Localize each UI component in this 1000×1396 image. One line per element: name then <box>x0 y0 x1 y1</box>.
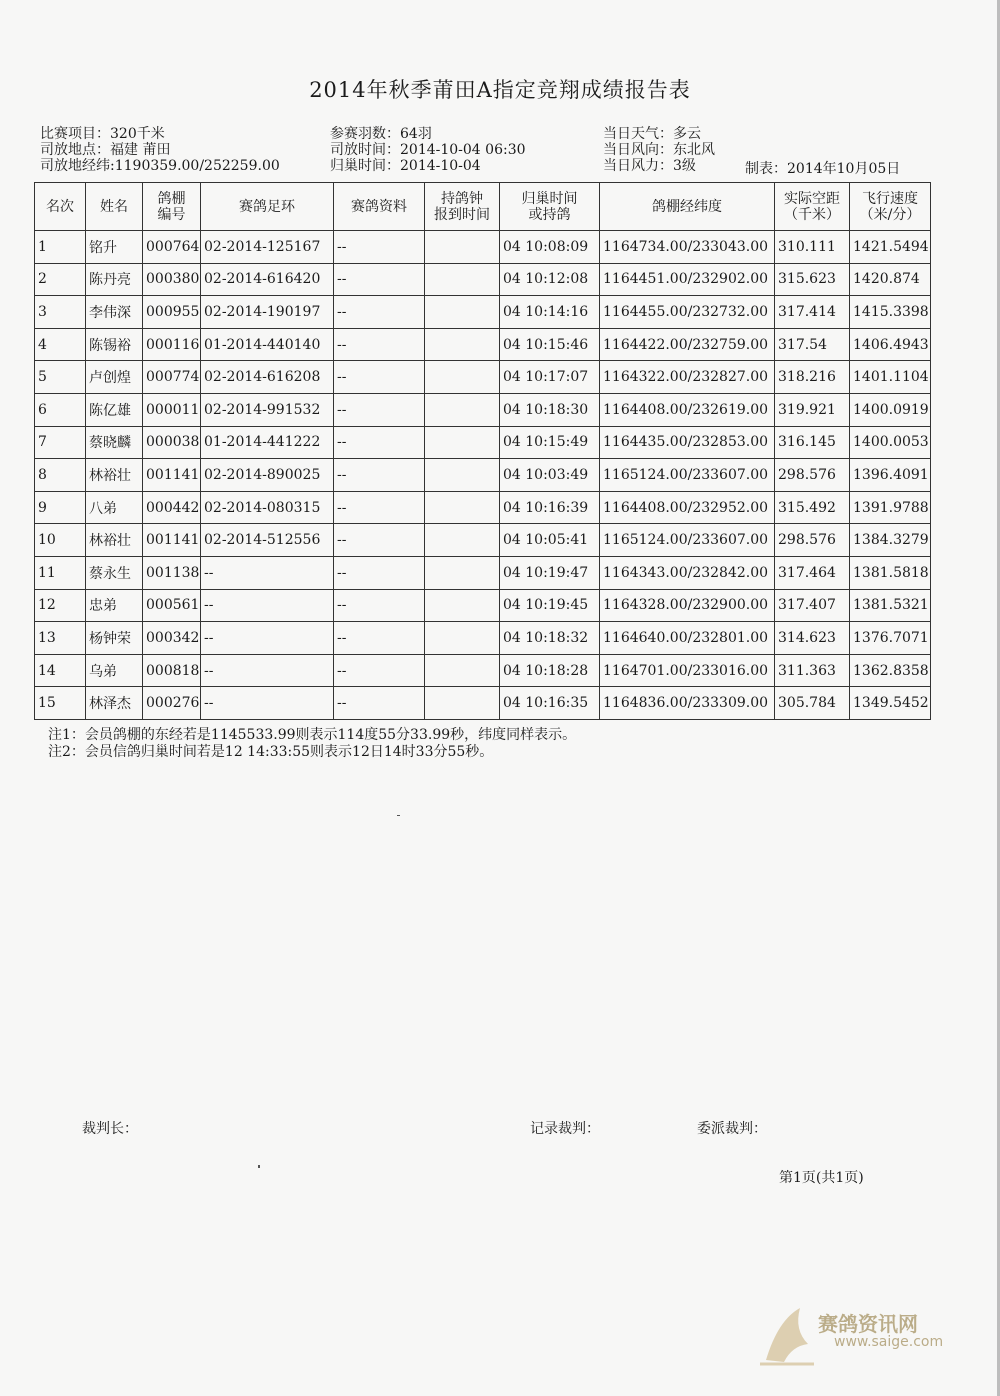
cell-name: 乌弟 <box>86 654 143 687</box>
meta-column-times <box>330 126 526 174</box>
cell-dist: 305.784 <box>775 687 850 720</box>
cell-arrive: 04 10:18:32 <box>500 622 600 655</box>
cell-ring: 02-2014-125167 <box>201 231 334 264</box>
header-ring-line: 赛鸽足环 <box>239 198 295 215</box>
meta-column-weather <box>603 126 715 174</box>
cell-loft: 000561 <box>143 589 201 622</box>
cell-ring: 01-2014-440140 <box>201 328 334 361</box>
entry-count: 参赛羽数：64羽 <box>330 126 432 142</box>
cell-dist: 318.216 <box>775 361 850 394</box>
cell-dist: 317.464 <box>775 556 850 589</box>
recording-referee-label: 记录裁判： <box>530 1121 600 1137</box>
cell-dist: 319.921 <box>775 393 850 426</box>
cell-name: 林泽杰 <box>86 687 143 720</box>
cell-name: 八弟 <box>86 491 143 524</box>
cell-ring: -- <box>201 622 334 655</box>
wind-direction: 当日风向：东北风 <box>603 142 715 158</box>
cell-loft: 001141 <box>143 459 201 492</box>
cell-loft: 000380 <box>143 263 201 296</box>
cell-ring: 02-2014-991532 <box>201 393 334 426</box>
cell-name: 蔡永生 <box>86 556 143 589</box>
cell-speed: 1406.4943 <box>850 328 931 361</box>
cell-arrive: 04 10:18:28 <box>500 654 600 687</box>
cell-arrive: 04 10:16:35 <box>500 687 600 720</box>
cell-clock <box>425 426 500 459</box>
return-date: 归巢时间：2014-10-04 <box>330 158 481 174</box>
header-clock-line: 持鸽钟 <box>441 190 483 207</box>
watermark-name: 赛鸽资讯网 <box>818 1312 918 1336</box>
cell-coord: 1164701.00/233016.00 <box>600 654 775 687</box>
release-coordinates: 司放地经纬:1190359.00/252259.00 <box>40 158 280 174</box>
cell-arrive: 04 10:08:09 <box>500 231 600 264</box>
cell-arrive: 04 10:14:16 <box>500 296 600 329</box>
cell-clock <box>425 328 500 361</box>
scan-speck <box>397 815 400 816</box>
cell-coord: 1165124.00/233607.00 <box>600 459 775 492</box>
table-header-row <box>35 183 931 231</box>
table-row <box>35 426 931 459</box>
table-body <box>35 231 931 720</box>
cell-ring: 02-2014-512556 <box>201 524 334 557</box>
table-row <box>35 589 931 622</box>
cell-name: 陈丹亮 <box>86 263 143 296</box>
cell-clock <box>425 622 500 655</box>
cell-coord: 1165124.00/233607.00 <box>600 524 775 557</box>
chief-referee-label: 裁判长： <box>82 1121 138 1137</box>
cell-name: 陈亿雄 <box>86 393 143 426</box>
wind-force: 当日风力：3级 <box>603 158 696 174</box>
cell-info: -- <box>334 426 425 459</box>
cell-rank: 13 <box>35 622 86 655</box>
cell-loft: 000955 <box>143 296 201 329</box>
cell-arrive: 04 10:15:49 <box>500 426 600 459</box>
cell-coord: 1164836.00/233309.00 <box>600 687 775 720</box>
cell-info: -- <box>334 556 425 589</box>
cell-arrive: 04 10:15:46 <box>500 328 600 361</box>
cell-arrive: 04 10:12:08 <box>500 263 600 296</box>
cell-dist: 315.623 <box>775 263 850 296</box>
table-row <box>35 231 931 264</box>
cell-coord: 1164328.00/232900.00 <box>600 589 775 622</box>
cell-clock <box>425 361 500 394</box>
cell-info: -- <box>334 231 425 264</box>
cell-rank: 14 <box>35 654 86 687</box>
cell-loft: 000764 <box>143 231 201 264</box>
cell-ring: -- <box>201 556 334 589</box>
cell-speed: 1381.5818 <box>850 556 931 589</box>
cell-info: -- <box>334 622 425 655</box>
cell-clock <box>425 459 500 492</box>
cell-ring: -- <box>201 589 334 622</box>
header-dist-line: 实际空距 <box>784 190 840 207</box>
cell-clock <box>425 296 500 329</box>
cell-speed: 1391.9788 <box>850 491 931 524</box>
cell-name: 卢创煌 <box>86 361 143 394</box>
cell-info: -- <box>334 589 425 622</box>
cell-coord: 1164451.00/232902.00 <box>600 263 775 296</box>
cell-speed: 1349.5452 <box>850 687 931 720</box>
header-ring <box>201 183 334 231</box>
cell-speed: 1381.5321 <box>850 589 931 622</box>
cell-speed: 1396.4091 <box>850 459 931 492</box>
cell-coord: 1164640.00/232801.00 <box>600 622 775 655</box>
cell-arrive: 04 10:17:07 <box>500 361 600 394</box>
page-number: 第1页(共1页) <box>779 1170 864 1186</box>
release-location: 司放地点：福建 莆田 <box>40 142 171 158</box>
cell-name: 忠弟 <box>86 589 143 622</box>
cell-rank: 3 <box>35 296 86 329</box>
pigeon-logo-icon <box>758 1300 818 1370</box>
header-loft-line: 鸽棚 <box>157 190 186 207</box>
header-info-line: 赛鸽资料 <box>351 198 407 215</box>
cell-clock <box>425 491 500 524</box>
header-dist <box>775 183 850 231</box>
watermark <box>758 1300 968 1380</box>
cell-dist: 298.576 <box>775 524 850 557</box>
cell-coord: 1164343.00/232842.00 <box>600 556 775 589</box>
cell-loft: 000818 <box>143 654 201 687</box>
report-date: 制表：2014年10月05日 <box>745 161 901 177</box>
cell-arrive: 04 10:05:41 <box>500 524 600 557</box>
cell-name: 杨钟荣 <box>86 622 143 655</box>
cell-name: 铭升 <box>86 231 143 264</box>
cell-info: -- <box>334 393 425 426</box>
cell-rank: 11 <box>35 556 86 589</box>
cell-speed: 1384.3279 <box>850 524 931 557</box>
cell-speed: 1401.1104 <box>850 361 931 394</box>
header-loft-line: 编号 <box>157 206 186 223</box>
table-row <box>35 524 931 557</box>
cell-loft: 000442 <box>143 491 201 524</box>
cell-clock <box>425 687 500 720</box>
cell-clock <box>425 393 500 426</box>
cell-loft: 001141 <box>143 524 201 557</box>
cell-rank: 15 <box>35 687 86 720</box>
cell-name: 林裕壮 <box>86 524 143 557</box>
table-row <box>35 328 931 361</box>
header-clock <box>425 183 500 231</box>
cell-loft: 000011 <box>143 393 201 426</box>
table-row <box>35 491 931 524</box>
cell-ring: 02-2014-616208 <box>201 361 334 394</box>
cell-info: -- <box>334 654 425 687</box>
table-row <box>35 654 931 687</box>
cell-name: 陈锡裕 <box>86 328 143 361</box>
cell-speed: 1420.874 <box>850 263 931 296</box>
cell-rank: 12 <box>35 589 86 622</box>
cell-loft: 000276 <box>143 687 201 720</box>
table-row <box>35 556 931 589</box>
header-coord-line: 鸽棚经纬度 <box>652 198 722 215</box>
cell-clock <box>425 556 500 589</box>
cell-loft: 000774 <box>143 361 201 394</box>
cell-coord: 1164734.00/233043.00 <box>600 231 775 264</box>
header-arrive <box>500 183 600 231</box>
header-info <box>334 183 425 231</box>
cell-ring: 02-2014-080315 <box>201 491 334 524</box>
cell-clock <box>425 589 500 622</box>
cell-info: -- <box>334 296 425 329</box>
cell-speed: 1400.0053 <box>850 426 931 459</box>
header-dist-line: （千米） <box>784 206 840 223</box>
watermark-url: www.saige.com <box>834 1334 944 1350</box>
cell-dist: 317.54 <box>775 328 850 361</box>
results-table <box>34 182 931 720</box>
cell-coord: 1164455.00/232732.00 <box>600 296 775 329</box>
cell-rank: 4 <box>35 328 86 361</box>
cell-ring: 02-2014-616420 <box>201 263 334 296</box>
cell-info: -- <box>334 524 425 557</box>
cell-loft: 000342 <box>143 622 201 655</box>
cell-ring: 01-2014-441222 <box>201 426 334 459</box>
cell-coord: 1164322.00/232827.00 <box>600 361 775 394</box>
cell-info: -- <box>334 328 425 361</box>
header-clock-line: 报到时间 <box>434 206 490 223</box>
cell-rank: 9 <box>35 491 86 524</box>
cell-info: -- <box>334 459 425 492</box>
cell-ring: 02-2014-190197 <box>201 296 334 329</box>
cell-rank: 10 <box>35 524 86 557</box>
note-2: 注2：会员信鸽归巢时间若是12 14:33:55则表示12日14时33分55秒。 <box>48 744 494 760</box>
cell-name: 蔡晓麟 <box>86 426 143 459</box>
cell-arrive: 04 10:18:30 <box>500 393 600 426</box>
cell-name: 李伟深 <box>86 296 143 329</box>
header-loft <box>143 183 201 231</box>
header-speed-line: （米/分） <box>859 206 921 223</box>
cell-rank: 5 <box>35 361 86 394</box>
release-time: 司放时间：2014-10-04 06:30 <box>330 142 526 158</box>
notes <box>48 727 576 761</box>
table-row <box>35 296 931 329</box>
cell-info: -- <box>334 263 425 296</box>
cell-clock <box>425 524 500 557</box>
cell-speed: 1415.3398 <box>850 296 931 329</box>
meta-column-race <box>40 126 280 174</box>
table-row <box>35 361 931 394</box>
cell-loft: 001138 <box>143 556 201 589</box>
weather: 当日天气：多云 <box>603 126 701 142</box>
report-title: 2014年秋季莆田A指定竞翔成绩报告表 <box>309 78 691 102</box>
header-name-line: 姓名 <box>100 198 128 215</box>
header-speed <box>850 183 931 231</box>
table-row <box>35 687 931 720</box>
cell-clock <box>425 654 500 687</box>
cell-ring: -- <box>201 687 334 720</box>
header-arrive-line: 或持鸽 <box>528 206 571 223</box>
cell-rank: 2 <box>35 263 86 296</box>
cell-info: -- <box>334 361 425 394</box>
header-rank-line: 名次 <box>46 198 74 215</box>
cell-dist: 311.363 <box>775 654 850 687</box>
cell-rank: 7 <box>35 426 86 459</box>
cell-loft: 000038 <box>143 426 201 459</box>
cell-dist: 310.111 <box>775 231 850 264</box>
delegate-referee-label: 委派裁判： <box>697 1121 767 1137</box>
cell-coord: 1164422.00/232759.00 <box>600 328 775 361</box>
cell-speed: 1362.8358 <box>850 654 931 687</box>
header-coord <box>600 183 775 231</box>
cell-rank: 8 <box>35 459 86 492</box>
cell-dist: 317.414 <box>775 296 850 329</box>
cell-rank: 6 <box>35 393 86 426</box>
cell-loft: 000116 <box>143 328 201 361</box>
cell-coord: 1164435.00/232853.00 <box>600 426 775 459</box>
cell-speed: 1376.7071 <box>850 622 931 655</box>
cell-clock <box>425 263 500 296</box>
cell-dist: 314.623 <box>775 622 850 655</box>
cell-coord: 1164408.00/232952.00 <box>600 491 775 524</box>
table-row <box>35 622 931 655</box>
cell-arrive: 04 10:19:47 <box>500 556 600 589</box>
cell-speed: 1421.5494 <box>850 231 931 264</box>
cell-arrive: 04 10:19:45 <box>500 589 600 622</box>
cell-arrive: 04 10:03:49 <box>500 459 600 492</box>
table-row <box>35 459 931 492</box>
header-speed-line: 飞行速度 <box>862 190 918 207</box>
cell-name: 林裕壮 <box>86 459 143 492</box>
table-row <box>35 263 931 296</box>
cell-dist: 315.492 <box>775 491 850 524</box>
scan-speck <box>258 1165 260 1168</box>
cell-ring: 02-2014-890025 <box>201 459 334 492</box>
table-row <box>35 393 931 426</box>
cell-dist: 316.145 <box>775 426 850 459</box>
cell-rank: 1 <box>35 231 86 264</box>
race-distance: 比赛项目：320千米 <box>40 126 165 142</box>
header-rank <box>35 183 86 231</box>
cell-info: -- <box>334 491 425 524</box>
cell-speed: 1400.0919 <box>850 393 931 426</box>
cell-dist: 317.407 <box>775 589 850 622</box>
note-1: 注1：会员鸽棚的东经若是1145533.99则表示114度55分33.99秒，纬度同样表示。 <box>48 727 577 743</box>
cell-ring: -- <box>201 654 334 687</box>
cell-clock <box>425 231 500 264</box>
cell-dist: 298.576 <box>775 459 850 492</box>
cell-info: -- <box>334 687 425 720</box>
cell-coord: 1164408.00/232619.00 <box>600 393 775 426</box>
cell-arrive: 04 10:16:39 <box>500 491 600 524</box>
header-name <box>86 183 143 231</box>
header-arrive-line: 归巢时间 <box>521 190 578 207</box>
